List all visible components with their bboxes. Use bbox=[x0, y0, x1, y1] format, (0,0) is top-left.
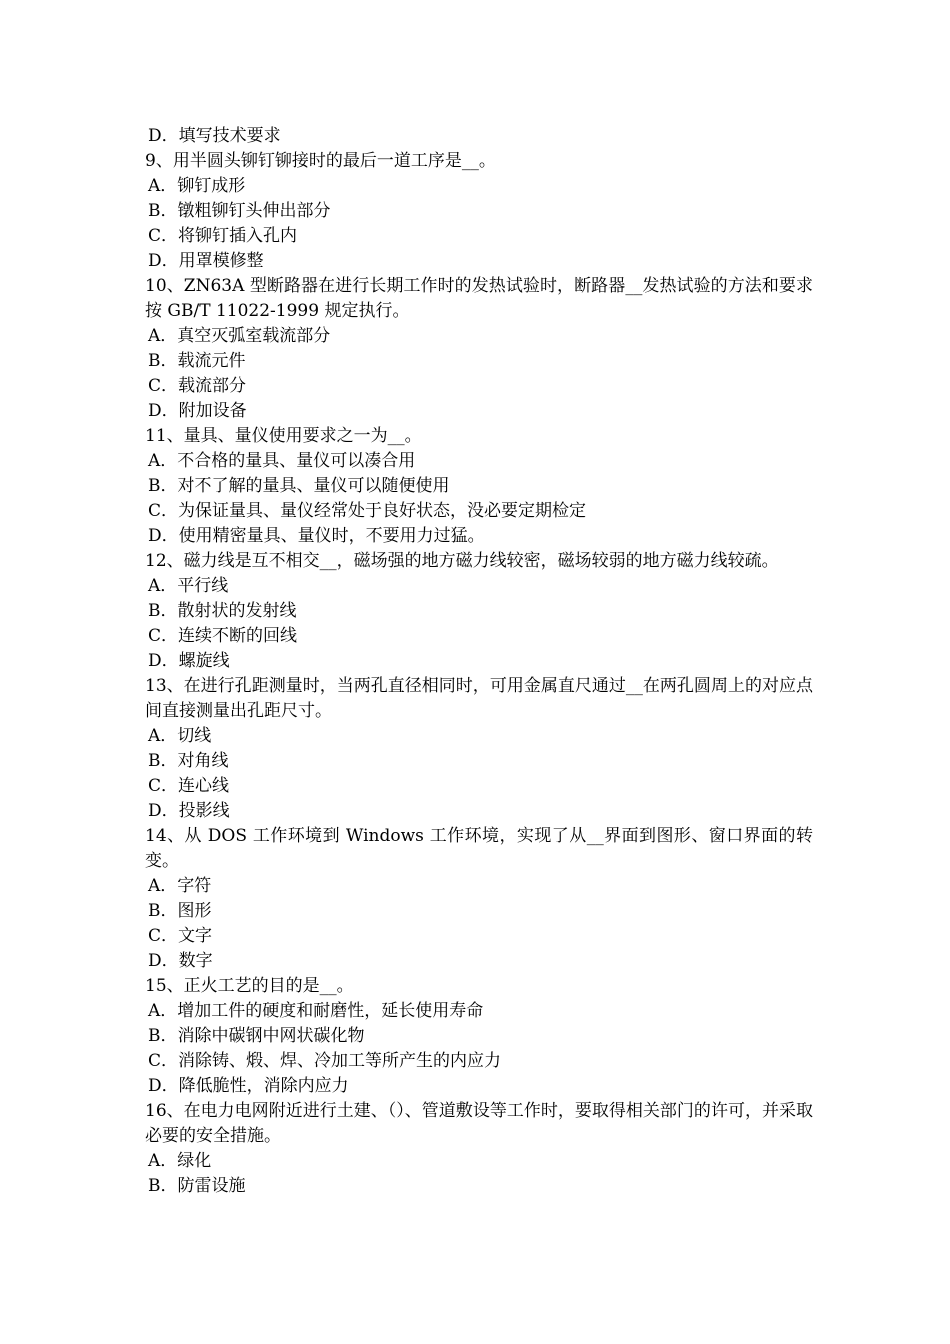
answer-option: D．降低脆性，消除内应力 bbox=[148, 1076, 349, 1096]
answer-option: B．对角线 bbox=[148, 751, 229, 771]
answer-option: B．对不了解的量具、量仪可以随便使用 bbox=[148, 476, 450, 496]
question-stem: 14、从 DOS 工作环境到 Windows 工作环境，实现了从__界面到图形、窗口界面的转变。 bbox=[145, 826, 813, 871]
answer-option: A．切线 bbox=[148, 726, 212, 746]
question-stem: 10、ZN63A 型断路器在进行长期工作时的发热试验时，断路器__发热试验的方法和要求按 GB/T 11022-1999 规定执行。 bbox=[145, 276, 813, 321]
answer-option: C．连心线 bbox=[148, 776, 230, 796]
answer-option: B．防雷设施 bbox=[148, 1176, 246, 1196]
question-stem: 12、磁力线是互不相交__，磁场强的地方磁力线较密，磁场较弱的地方磁力线较疏。 bbox=[145, 551, 779, 571]
question-block bbox=[145, 974, 813, 1099]
answer-option: A．增加工件的硬度和耐磨性，延长使用寿命 bbox=[148, 1001, 484, 1021]
answer-option: C．载流部分 bbox=[148, 376, 247, 396]
answer-option: A．平行线 bbox=[148, 576, 229, 596]
question-stem: 13、在进行孔距测量时，当两孔直径相同时，可用金属直尺通过__在两孔圆周上的对应点间直接测量出孔距尺寸。 bbox=[145, 676, 813, 721]
question-block bbox=[145, 149, 813, 274]
question-block bbox=[145, 674, 813, 824]
question-stem: 15、正火工艺的目的是__。 bbox=[145, 976, 354, 996]
answer-option: B．图形 bbox=[148, 901, 212, 921]
question-block bbox=[145, 274, 813, 424]
answer-option: D．螺旋线 bbox=[148, 651, 230, 671]
answer-option: D．投影线 bbox=[148, 801, 230, 821]
question-block bbox=[145, 824, 813, 974]
question-stem: 11、量具、量仪使用要求之一为__。 bbox=[145, 426, 422, 446]
document-page bbox=[145, 124, 813, 1199]
answer-option: D．用罩模修整 bbox=[148, 251, 264, 271]
question-block bbox=[145, 549, 813, 674]
question-stem: 9、用半圆头铆钉铆接时的最后一道工序是__。 bbox=[145, 151, 496, 171]
answer-option: B．消除中碳钢中网状碳化物 bbox=[148, 1026, 365, 1046]
question-block bbox=[145, 424, 813, 549]
answer-option: C．文字 bbox=[148, 926, 213, 946]
answer-option: B．镦粗铆钉头伸出部分 bbox=[148, 201, 331, 221]
answer-option: C．消除铸、煅、焊、冷加工等所产生的内应力 bbox=[148, 1051, 502, 1071]
answer-option: D．附加设备 bbox=[148, 401, 247, 421]
question-stem: 16、在电力电网附近进行土建、（）、管道敷设等工作时，要取得相关部门的许可，并采取必要的安全措施。 bbox=[145, 1101, 813, 1146]
answer-option: B．载流元件 bbox=[148, 351, 246, 371]
answer-option: C．将铆钉插入孔内 bbox=[148, 226, 298, 246]
lead-option: D．填写技术要求 bbox=[148, 126, 281, 146]
answer-option: C．连续不断的回线 bbox=[148, 626, 298, 646]
answer-option: A．绿化 bbox=[148, 1151, 212, 1171]
answer-option: A．铆钉成形 bbox=[148, 176, 246, 196]
answer-option: A．不合格的量具、量仪可以凑合用 bbox=[148, 451, 416, 471]
question-block bbox=[145, 1099, 813, 1199]
answer-option: D．使用精密量具、量仪时，不要用力过猛。 bbox=[148, 526, 485, 546]
answer-option: D．数字 bbox=[148, 951, 213, 971]
answer-option: A．真空灭弧室载流部分 bbox=[148, 326, 331, 346]
answer-option: A．字符 bbox=[148, 876, 212, 896]
question-list bbox=[145, 149, 813, 1199]
answer-option: C．为保证量具、量仪经常处于良好状态，没必要定期检定 bbox=[148, 501, 587, 521]
answer-option: B．散射状的发射线 bbox=[148, 601, 297, 621]
